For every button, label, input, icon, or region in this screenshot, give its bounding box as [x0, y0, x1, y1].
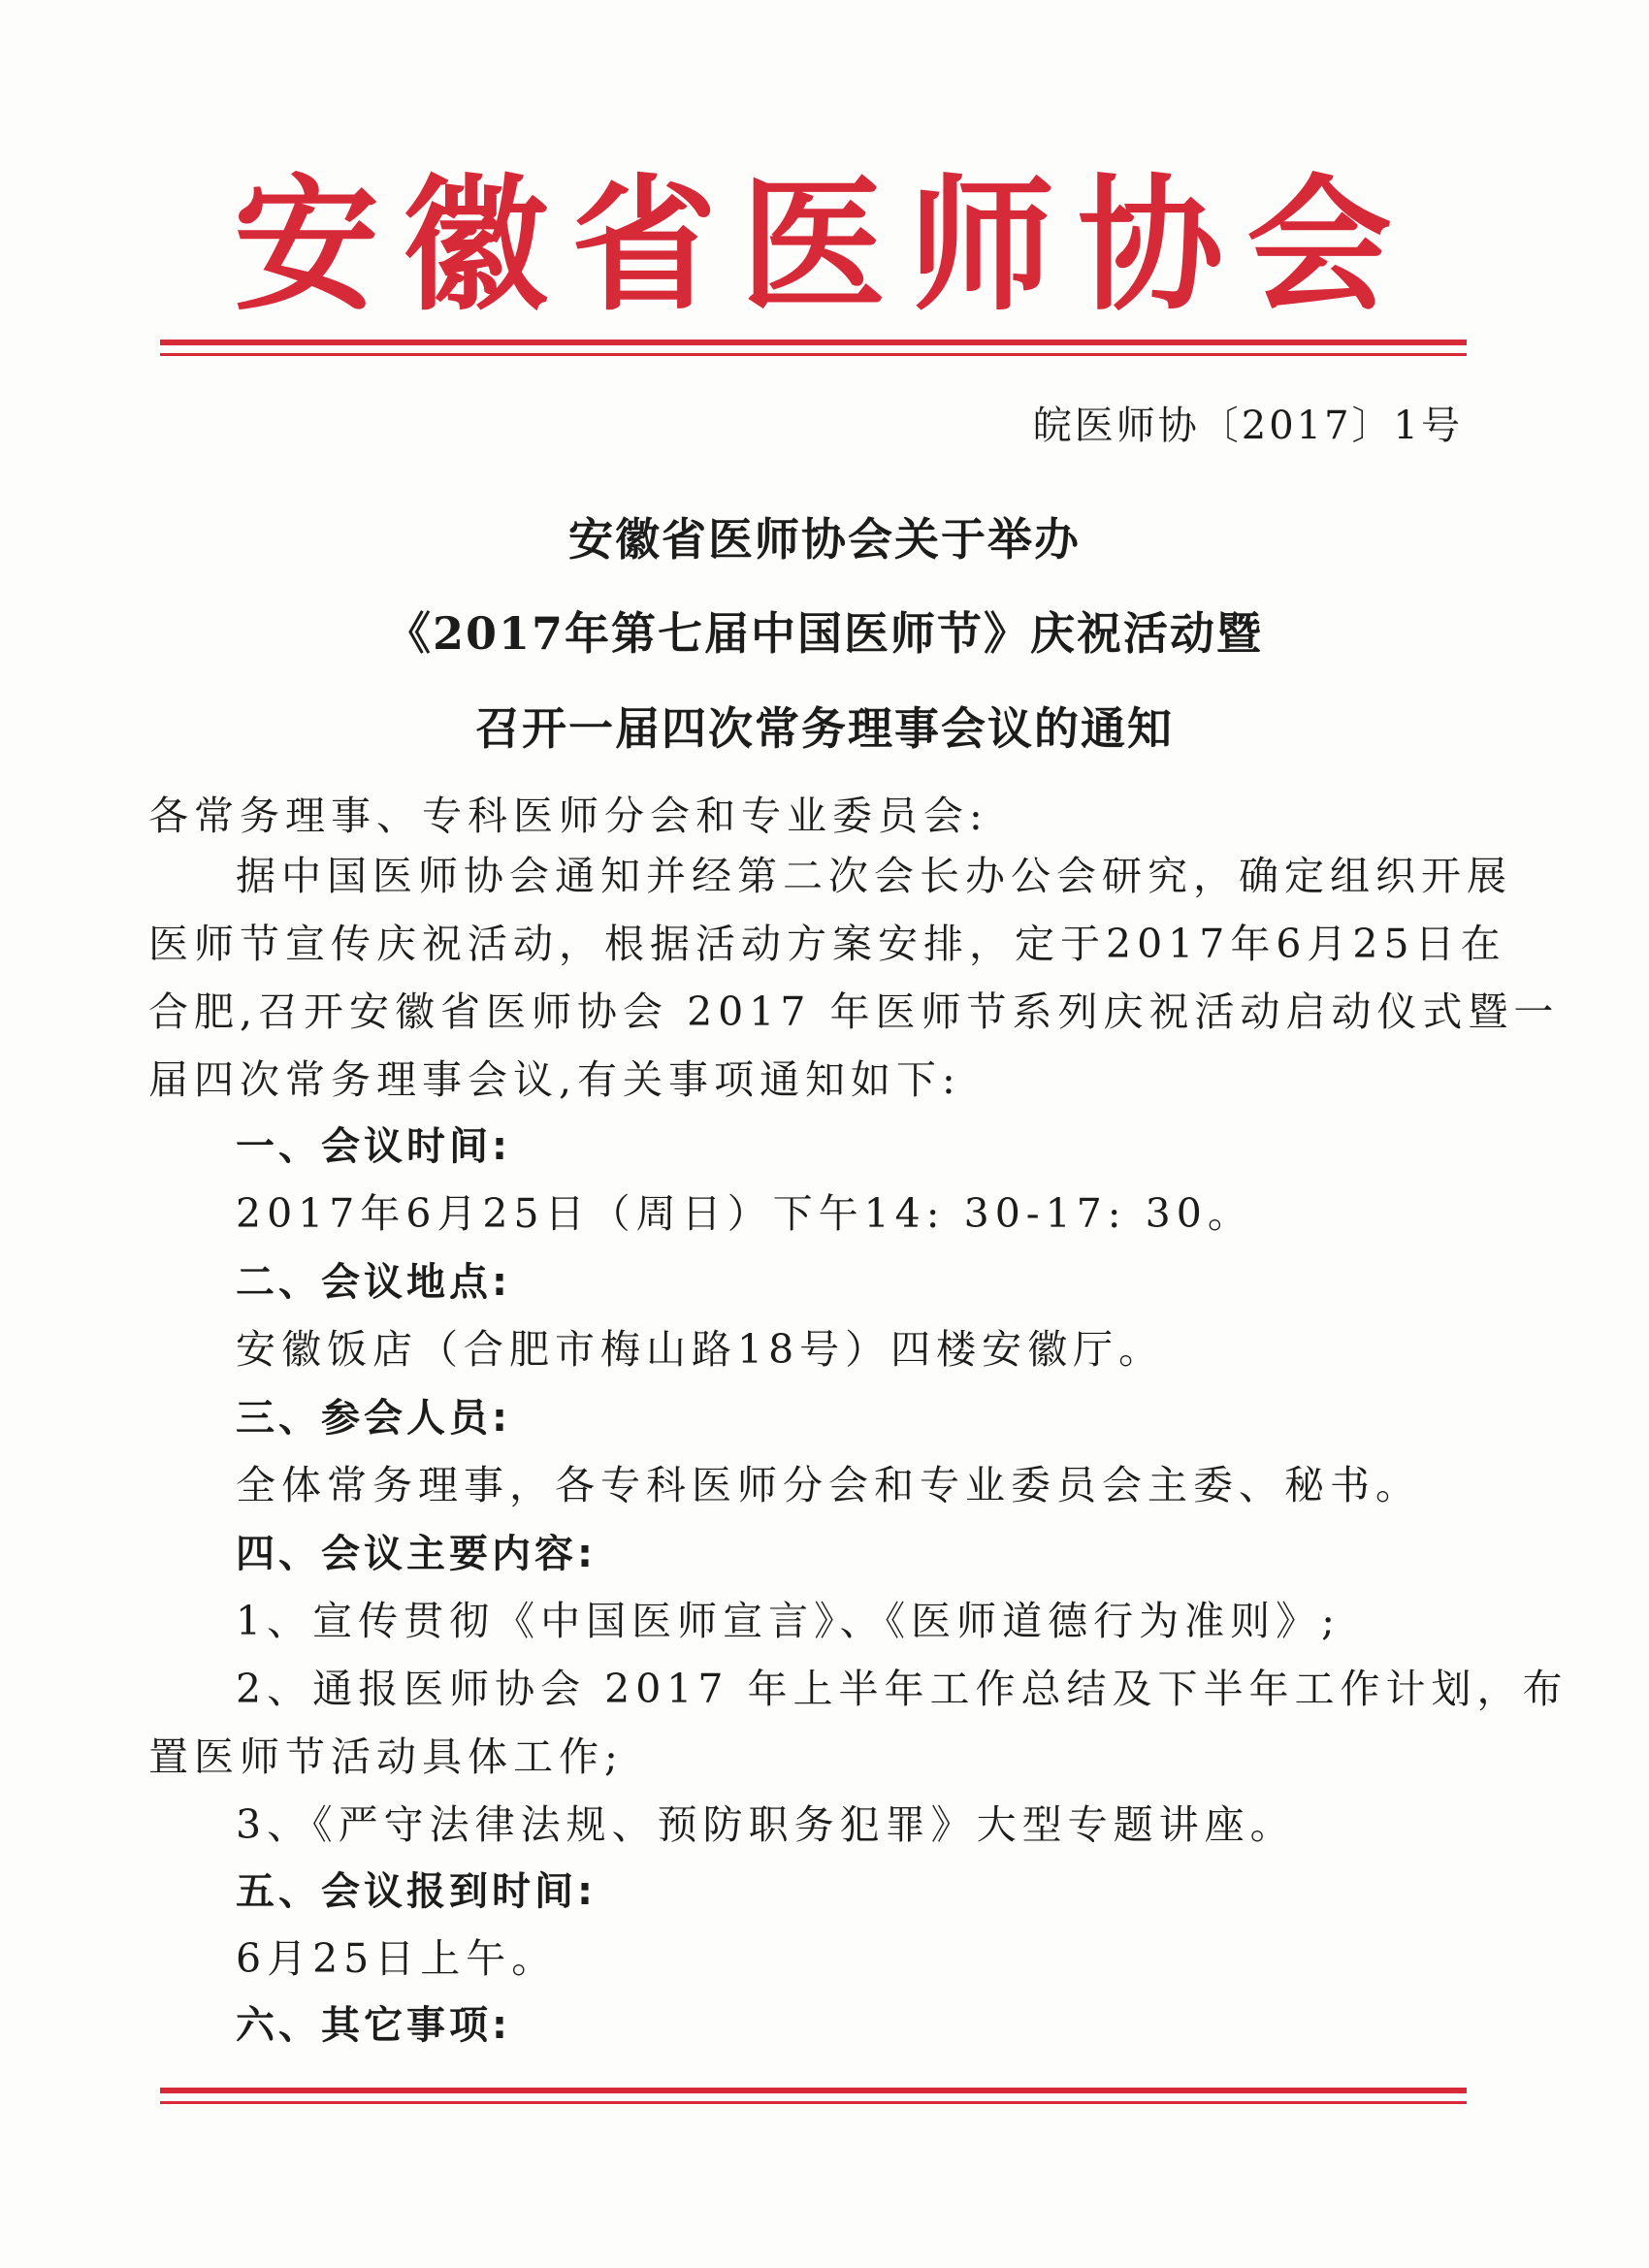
footer-rule-thick: [160, 2088, 1467, 2093]
intro-line-2: 医师节宣传庆祝活动，根据活动方案安排，定于2017年6月25日在: [148, 921, 1506, 967]
section-checkin-text: 6月25日上午。: [236, 1935, 558, 1982]
section-attendees-text: 全体常务理事，各专科医师分会和专业委员会主委、秘书。: [236, 1462, 1421, 1508]
section-attendees-heading: 三、参会人员:: [236, 1396, 511, 1441]
document-title-line-2: 《2017年第七届中国医师节》庆祝活动暨: [385, 607, 1264, 660]
document-number: 皖医师协〔2017〕1号: [1032, 404, 1463, 448]
letterhead-org-name: 安徽省医师协会: [233, 160, 1415, 331]
intro-line-4: 届四次常务理事会议,有关事项通知如下:: [148, 1056, 961, 1103]
intro-line-3: 合肥,召开安徽省医师协会 2017 年医师节系列庆祝活动启动仪式暨一: [148, 988, 1560, 1035]
content-item-2-line-1: 2、通报医师协会 2017 年上半年工作总结及下半年工作计划，布: [236, 1666, 1568, 1712]
section-time-heading: 一、会议时间:: [236, 1124, 511, 1169]
section-other-heading: 六、其它事项:: [236, 2003, 511, 2048]
intro-line-1: 据中国医师协会通知并经第二次会长办公会研究，确定组织开展: [236, 853, 1512, 899]
section-place-text: 安徽饭店（合肥市梅山路18号）四楼安徽厅。: [236, 1326, 1165, 1373]
document-title-line-1: 安徽省医师协会关于举办: [568, 513, 1081, 566]
section-checkin-heading: 五、会议报到时间:: [236, 1869, 597, 1914]
letterhead-rule-thick: [160, 340, 1467, 345]
section-time-text: 2017年6月25日（周日）下午14: 30-17: 30。: [236, 1190, 1253, 1237]
content-item-2-line-2: 置医师节活动具体工作;: [148, 1733, 624, 1780]
salutation: 各常务理事、专科医师分会和专业委员会:: [148, 793, 988, 839]
section-content-heading: 四、会议主要内容:: [236, 1532, 597, 1576]
letterhead-rule-thin: [160, 353, 1467, 356]
content-item-1: 1、宣传贯彻《中国医师宣言》、《医师道德行为准则》;: [236, 1598, 1341, 1644]
document-title-line-3: 召开一届四次常务理事会议的通知: [475, 702, 1174, 755]
content-item-3: 3、《严守法律法规、预防职务犯罪》大型专题讲座。: [236, 1801, 1296, 1848]
section-place-heading: 二、会议地点:: [236, 1260, 511, 1305]
footer-rule-thin: [160, 2101, 1467, 2104]
